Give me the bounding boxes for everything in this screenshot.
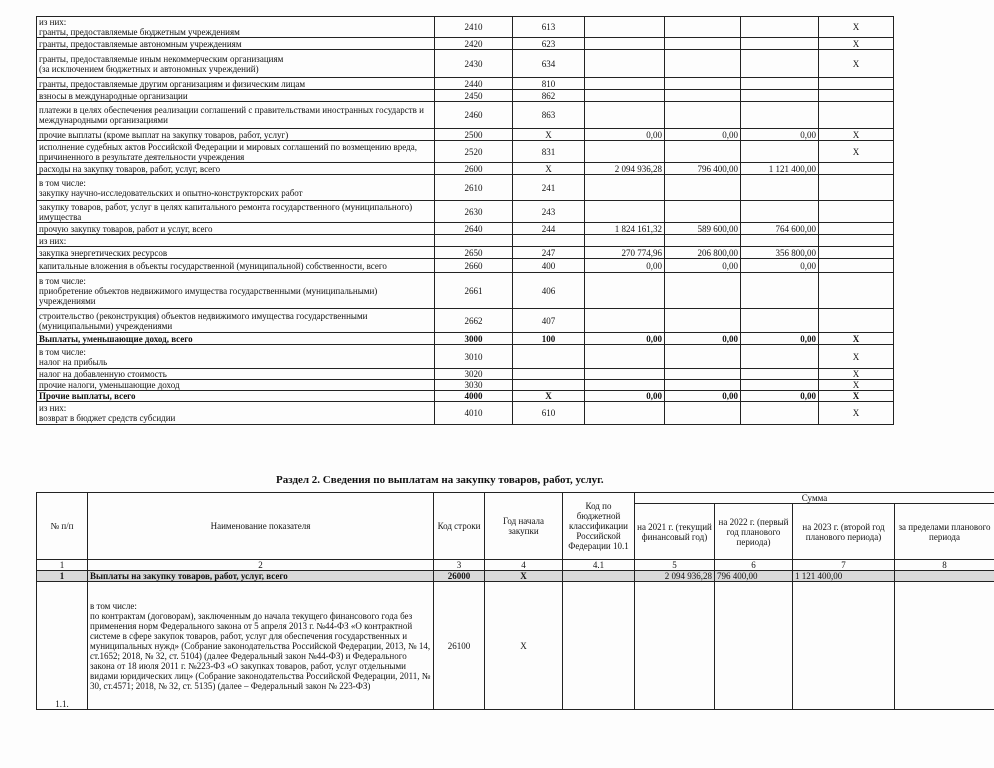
table-row: [37, 571, 994, 582]
row-2021: [585, 369, 665, 380]
row-2021: [585, 17, 665, 38]
table-row: [37, 369, 894, 380]
row-line: [435, 235, 513, 247]
row-name: прочие налоги, уменьшающие доход: [37, 380, 435, 391]
table-row: [37, 582, 994, 710]
row-2022: [665, 50, 741, 78]
row-2022: 206 800,00: [665, 247, 741, 259]
row-code: 241: [513, 175, 585, 201]
row-line: 2440: [435, 78, 513, 90]
row-2023: [741, 273, 819, 309]
row-line: 2460: [435, 102, 513, 129]
row-beyond: X: [819, 402, 894, 425]
row-name: закупка энергетических ресурсов: [37, 247, 435, 259]
row-2022: [665, 17, 741, 38]
table-row: [37, 129, 894, 141]
colnum: 3: [434, 560, 485, 571]
row-name: гранты, предоставляемые иным некоммерческим организациям (за исключением бюджетных и автономных учреждений): [37, 50, 435, 78]
row-line: 3020: [435, 369, 513, 380]
table-row: [37, 141, 894, 163]
row-beyond: [819, 259, 894, 273]
row-2022: [665, 141, 741, 163]
row-code: X: [513, 129, 585, 141]
row-code: 831: [513, 141, 585, 163]
row-2023: 764 600,00: [741, 223, 819, 235]
row-2022: [665, 345, 741, 369]
row-code: [513, 380, 585, 391]
table-row: [37, 259, 894, 273]
header-2023: на 2023 г. (второй год планового периода): [793, 504, 895, 560]
row-name: из них: гранты, предоставляемые бюджетным учреждениям: [37, 17, 435, 38]
row-code: 623: [513, 38, 585, 50]
row-name: в том числе: по контрактам (договорам), заключенным до начала текущего финансового года без применения норм Федерального закона от 5 апреля 2013 г. №44-ФЗ «О контрактной системе в сфере закупок товаров, работ, услуг для обеспечения государственных и муниципальных нужд» (Собрание законодательства Российской Федерации, 2013, № 14, ст.1652; 2018, № 32, ст. 5104) (далее Федеральный закон №44-ФЗ) и Федерального закона от 18 июля 2011 г. №223-ФЗ «О закупках товаров, работ, услуг отдельными видами юридических лиц» (Собрание законодательства Российской Федерации, 2011, № 30, ст.4571; 2018, № 32, ст. 5135) (далее – Федеральный закон № 223-ФЗ): [88, 582, 434, 710]
row-name: в том числе: налог на прибыль: [37, 345, 435, 369]
row-name: в том числе: приобретение объектов недвижимого имущества государственными (муниципальными) учреждениями: [37, 273, 435, 309]
row-2023: [741, 201, 819, 223]
colnum: 1: [37, 560, 88, 571]
row-2021: 270 774,96: [585, 247, 665, 259]
row-2023: [741, 402, 819, 425]
row-2023: [741, 369, 819, 380]
row-2021: [585, 175, 665, 201]
row-2023: [741, 309, 819, 333]
row-2022: 0,00: [665, 333, 741, 345]
row-code: 634: [513, 50, 585, 78]
row-2023: [741, 235, 819, 247]
row-code: X: [513, 391, 585, 402]
row-code: 862: [513, 90, 585, 102]
row-2021: 1 824 161,32: [585, 223, 665, 235]
row-2022: [715, 582, 793, 710]
row-year: X: [485, 582, 563, 710]
row-code: 407: [513, 309, 585, 333]
row-2023: 356 800,00: [741, 247, 819, 259]
table-row: [37, 163, 894, 175]
row-2022: [665, 309, 741, 333]
row-2022: [665, 201, 741, 223]
row-line: 2600: [435, 163, 513, 175]
row-beyond: [819, 78, 894, 90]
row-line: 26100: [434, 582, 485, 710]
row-2023: [741, 78, 819, 90]
colnum: 5: [635, 560, 715, 571]
row-2021: 0,00: [585, 391, 665, 402]
header-2021: на 2021 г. (текущий финансовый год): [635, 504, 715, 560]
row-code: 244: [513, 223, 585, 235]
colnum: 8: [895, 560, 994, 571]
row-line: 2630: [435, 201, 513, 223]
row-name: платежи в целях обеспечения реализации соглашений с правительствами иностранных государств и международными организациями: [37, 102, 435, 129]
row-kbk: [563, 571, 635, 582]
table-row: [37, 380, 894, 391]
row-2022: [665, 369, 741, 380]
payments-table: [36, 16, 894, 425]
header-beyond: за пределами планового периода: [895, 504, 994, 560]
row-2021: [585, 78, 665, 90]
row-2021: [585, 50, 665, 78]
row-num: 1.1.: [37, 582, 88, 710]
header-kbk: Код по бюджетной классификации Российской Федерации 10.1: [563, 493, 635, 560]
row-2023: 0,00: [741, 391, 819, 402]
row-2021: 2 094 936,28: [585, 163, 665, 175]
header-year: Год начала закупки: [485, 493, 563, 560]
header-sum: Сумма: [635, 493, 994, 504]
row-line: 2420: [435, 38, 513, 50]
row-code: [513, 369, 585, 380]
row-2022: [665, 78, 741, 90]
row-code: 247: [513, 247, 585, 259]
row-line: 2650: [435, 247, 513, 259]
row-2021: [585, 38, 665, 50]
row-kbk: [563, 582, 635, 710]
row-line: 2640: [435, 223, 513, 235]
row-line: 3030: [435, 380, 513, 391]
row-2022: 589 600,00: [665, 223, 741, 235]
row-line: 4000: [435, 391, 513, 402]
row-code: 613: [513, 17, 585, 38]
row-name: прочие выплаты (кроме выплат на закупку товаров, работ, услуг): [37, 129, 435, 141]
row-name: исполнение судебных актов Российской Федерации и мировых соглашений по возмещению вреда, причиненного в результате деятельности учреждения: [37, 141, 435, 163]
row-2021: [585, 235, 665, 247]
row-beyond: [895, 571, 994, 582]
row-2023: [741, 17, 819, 38]
row-2021: 2 094 936,28: [635, 571, 715, 582]
row-code: [513, 345, 585, 369]
row-2023: 0,00: [741, 259, 819, 273]
row-beyond: X: [819, 17, 894, 38]
row-beyond: X: [819, 391, 894, 402]
table-row: [37, 90, 894, 102]
row-name: гранты, предоставляемые автономным учреждениям: [37, 38, 435, 50]
procurement-table: [36, 492, 994, 710]
row-2023: [741, 141, 819, 163]
row-name: строительство (реконструкция) объектов недвижимого имущества государственными (муниципальными) учреждениями: [37, 309, 435, 333]
row-2022: [665, 102, 741, 129]
row-name: взносы в международные организации: [37, 90, 435, 102]
table-row: [37, 50, 894, 78]
row-2022: 796 400,00: [715, 571, 793, 582]
row-2022: 796 400,00: [665, 163, 741, 175]
colnum: 2: [88, 560, 434, 571]
table-row: [37, 102, 894, 129]
row-2022: [665, 273, 741, 309]
row-2023: 1 121 400,00: [793, 571, 895, 582]
row-beyond: X: [819, 129, 894, 141]
row-2021: [585, 345, 665, 369]
row-code: 810: [513, 78, 585, 90]
row-2021: [585, 90, 665, 102]
row-line: 2450: [435, 90, 513, 102]
row-2021: [585, 102, 665, 129]
row-beyond: [819, 309, 894, 333]
row-name: в том числе: закупку научно-исследовательских и опытно-конструкторских работ: [37, 175, 435, 201]
row-code: 400: [513, 259, 585, 273]
table-row: [37, 273, 894, 309]
row-2023: 0,00: [741, 333, 819, 345]
row-beyond: [819, 163, 894, 175]
row-2021: 0,00: [585, 129, 665, 141]
row-beyond: X: [819, 38, 894, 50]
row-2022: [665, 175, 741, 201]
row-line: 3010: [435, 345, 513, 369]
row-line: 2520: [435, 141, 513, 163]
header-num: № п/п: [37, 493, 88, 560]
row-2021: [585, 141, 665, 163]
row-2021: [635, 582, 715, 710]
row-2023: 1 121 400,00: [741, 163, 819, 175]
row-2022: [665, 38, 741, 50]
colnum: 7: [793, 560, 895, 571]
row-beyond: [819, 223, 894, 235]
row-beyond: [819, 247, 894, 259]
row-code: 863: [513, 102, 585, 129]
header-line: Код строки: [434, 493, 485, 560]
row-line: 2662: [435, 309, 513, 333]
table-row: [37, 391, 894, 402]
row-2022: 0,00: [665, 129, 741, 141]
row-2023: [793, 582, 895, 710]
table-row: [37, 175, 894, 201]
row-line: 2500: [435, 129, 513, 141]
row-2021: 0,00: [585, 333, 665, 345]
table-row: [37, 402, 894, 425]
row-line: 2661: [435, 273, 513, 309]
row-name: из них: возврат в бюджет средств субсидии: [37, 402, 435, 425]
colnum: 4: [485, 560, 563, 571]
row-2021: [585, 402, 665, 425]
row-line: 2610: [435, 175, 513, 201]
table-row: [37, 223, 894, 235]
row-beyond: [819, 273, 894, 309]
row-2022: [665, 90, 741, 102]
table-row: [37, 345, 894, 369]
table-row: [37, 38, 894, 50]
row-code: 100: [513, 333, 585, 345]
row-2023: [741, 50, 819, 78]
row-code: 406: [513, 273, 585, 309]
row-beyond: [819, 102, 894, 129]
row-line: 2430: [435, 50, 513, 78]
row-2023: [741, 175, 819, 201]
row-beyond: [895, 582, 994, 710]
row-code: X: [513, 163, 585, 175]
row-name: прочую закупку товаров, работ и услуг, всего: [37, 223, 435, 235]
table-row: [37, 78, 894, 90]
colnum: 4.1: [563, 560, 635, 571]
row-num: 1: [37, 571, 88, 582]
row-2022: 0,00: [665, 259, 741, 273]
row-code: [513, 235, 585, 247]
row-2022: 0,00: [665, 391, 741, 402]
row-name: капитальные вложения в объекты государственной (муниципальной) собственности, всего: [37, 259, 435, 273]
row-name: Выплаты, уменьшающие доход, всего: [37, 333, 435, 345]
row-name: налог на добавленную стоимость: [37, 369, 435, 380]
table-row: [37, 235, 894, 247]
row-beyond: [819, 175, 894, 201]
row-line: 3000: [435, 333, 513, 345]
row-name: расходы на закупку товаров, работ, услуг, всего: [37, 163, 435, 175]
row-line: 4010: [435, 402, 513, 425]
row-beyond: [819, 90, 894, 102]
row-beyond: X: [819, 380, 894, 391]
row-2022: [665, 402, 741, 425]
row-name: гранты, предоставляемые другим организациям и физическим лицам: [37, 78, 435, 90]
row-2022: [665, 235, 741, 247]
row-2021: 0,00: [585, 259, 665, 273]
row-name: Выплаты на закупку товаров, работ, услуг, всего: [88, 571, 434, 582]
section2-title: Раздел 2. Сведения по выплатам на закупку товаров, работ, услуг.: [276, 474, 604, 486]
row-2021: [585, 380, 665, 391]
table-row: [37, 201, 894, 223]
row-year: X: [485, 571, 563, 582]
header-name: Наименование показателя: [88, 493, 434, 560]
row-beyond: X: [819, 345, 894, 369]
table-row: [37, 309, 894, 333]
row-beyond: [819, 235, 894, 247]
row-beyond: X: [819, 50, 894, 78]
row-2021: [585, 201, 665, 223]
table-row: [37, 17, 894, 38]
row-2023: [741, 38, 819, 50]
row-2023: [741, 90, 819, 102]
row-beyond: X: [819, 333, 894, 345]
row-2021: [585, 273, 665, 309]
row-name: закупку товаров, работ, услуг в целях капитального ремонта государственного (муниципального) имущества: [37, 201, 435, 223]
row-2022: [665, 380, 741, 391]
row-beyond: X: [819, 369, 894, 380]
row-2023: 0,00: [741, 129, 819, 141]
row-2021: [585, 309, 665, 333]
row-name: Прочие выплаты, всего: [37, 391, 435, 402]
row-2023: [741, 102, 819, 129]
header-2022: на 2022 г. (первый год планового периода): [715, 504, 793, 560]
row-code: 610: [513, 402, 585, 425]
row-2023: [741, 380, 819, 391]
table-row: [37, 333, 894, 345]
row-line: 2660: [435, 259, 513, 273]
row-name: из них:: [37, 235, 435, 247]
row-line: 26000: [434, 571, 485, 582]
colnum: 6: [715, 560, 793, 571]
row-line: 2410: [435, 17, 513, 38]
row-code: 243: [513, 201, 585, 223]
table-row: [37, 247, 894, 259]
row-beyond: [819, 201, 894, 223]
row-2023: [741, 345, 819, 369]
row-beyond: X: [819, 141, 894, 163]
